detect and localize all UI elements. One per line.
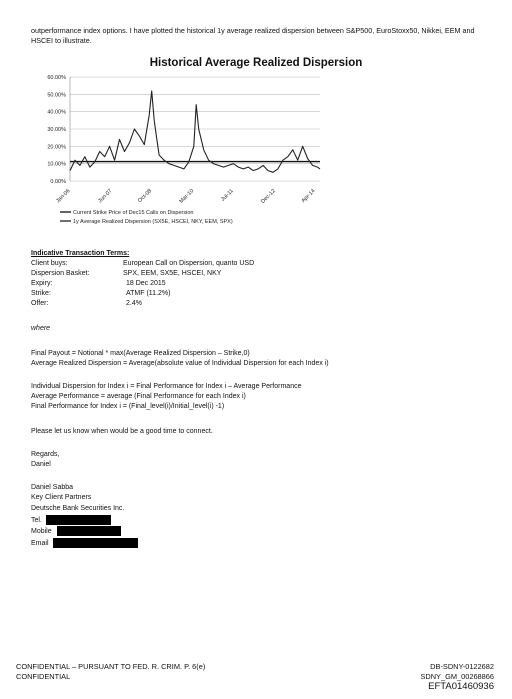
y-tick-label: 20.00% [47, 144, 66, 151]
y-tick-label: 60.00% [47, 75, 66, 81]
tel-label: Tel. [31, 517, 42, 524]
footer-confidential-notice: CONFIDENTIAL – PURSUANT TO FED. R. CRIM. P. 6(e) [16, 662, 206, 671]
chart-legend [60, 210, 233, 225]
terms-value: European Call on Dispersion, quanto USD [123, 260, 255, 267]
terms-label: Offer: [31, 300, 49, 307]
redaction-bar [57, 526, 121, 536]
footer-confidential: CONFIDENTIAL [16, 672, 71, 681]
terms-label: Expiry: [31, 280, 53, 287]
y-tick-label: 30.00% [47, 127, 66, 133]
regards-line: Regards, [31, 451, 60, 458]
realized-dispersion-chart [0, 0, 512, 240]
formula-line: Final Performance for Index i = (Final_level(i)/Initial_level(i) -1) [31, 403, 225, 410]
x-axis-ticks [55, 188, 316, 205]
intro-paragraph: outperformance index options. I have plotted the historical 1y average realized dispersion between S&P500, EuroStoxx50, Nikkei, EEM and HSCEI to illustrate. [31, 26, 475, 45]
footer-bates-2: SDNY_GM_00268866 [420, 672, 494, 681]
signature-title: Key Client Partners [31, 494, 92, 501]
where-label: where [31, 325, 51, 332]
chart-title: Historical Average Realized Dispersion [149, 57, 363, 69]
x-tick-label: Apr-14 [300, 188, 317, 205]
y-axis-ticks [47, 75, 66, 185]
terms-label: Dispersion Basket: [31, 270, 90, 277]
formula-line: Average Performance = average (Final Performance for each Index i) [31, 393, 246, 400]
y-tick-label: 0.00% [50, 179, 66, 185]
terms-value: SPX, EEM, SX5E, HSCEI, NKY [123, 270, 222, 277]
formula-line: Final Payout = Notional * max(Average Realized Dispersion – Strike,0) [31, 350, 250, 357]
y-tick-label: 40.00% [47, 109, 66, 116]
terms-value: 18 Dec 2015 [126, 280, 166, 287]
terms-heading: Indicative Transaction Terms: [31, 250, 130, 257]
signature-name: Daniel Sabba [31, 484, 74, 491]
formula-line: Individual Dispersion for Index i = Final Performance for Index i – Average Performance [31, 383, 302, 390]
connect-line: Please let us know when would be a good time to connect. [31, 428, 213, 435]
dispersion-series-line [70, 91, 320, 172]
legend-label: Current Strike Price of Dec15 Calls on Dispersion [73, 210, 194, 216]
signature-company: Deutsche Bank Securities Inc. [31, 505, 125, 512]
footer-bates-1: DB-SDNY-0122682 [430, 662, 494, 671]
x-tick-label: Dec-12 [260, 188, 277, 205]
redaction-bar [53, 538, 138, 548]
x-tick-label: Oct-08 [137, 188, 154, 205]
signoff-name: Daniel [31, 461, 51, 468]
terms-label: Client buys: [31, 260, 68, 267]
x-tick-label: Jan-06 [55, 188, 72, 205]
y-tick-label: 10.00% [47, 161, 66, 168]
terms-value: 2.4% [126, 300, 142, 307]
x-tick-label: Jun-07 [97, 188, 114, 205]
footer-bates-3: EFTA01460936 [428, 681, 494, 692]
redaction-bar [46, 515, 111, 525]
terms-value: ATMF (11.2%) [126, 290, 171, 297]
chart-series [70, 91, 320, 172]
x-tick-label: Mar-10 [178, 188, 196, 205]
mobile-label: Mobile [31, 528, 52, 535]
y-tick-label: 50.00% [47, 92, 66, 99]
email-label: Email [31, 540, 49, 547]
formula-line: Average Realized Dispersion = Average(absolute value of Individual Dispersion for each Index i) [31, 360, 329, 367]
x-tick-label: Jul-11 [220, 188, 235, 203]
legend-label: 1y Average Realized Dispersion (SX5E, HSCEI, NKY, EEM, SPX) [73, 219, 233, 225]
terms-label: Strike: [31, 290, 51, 297]
